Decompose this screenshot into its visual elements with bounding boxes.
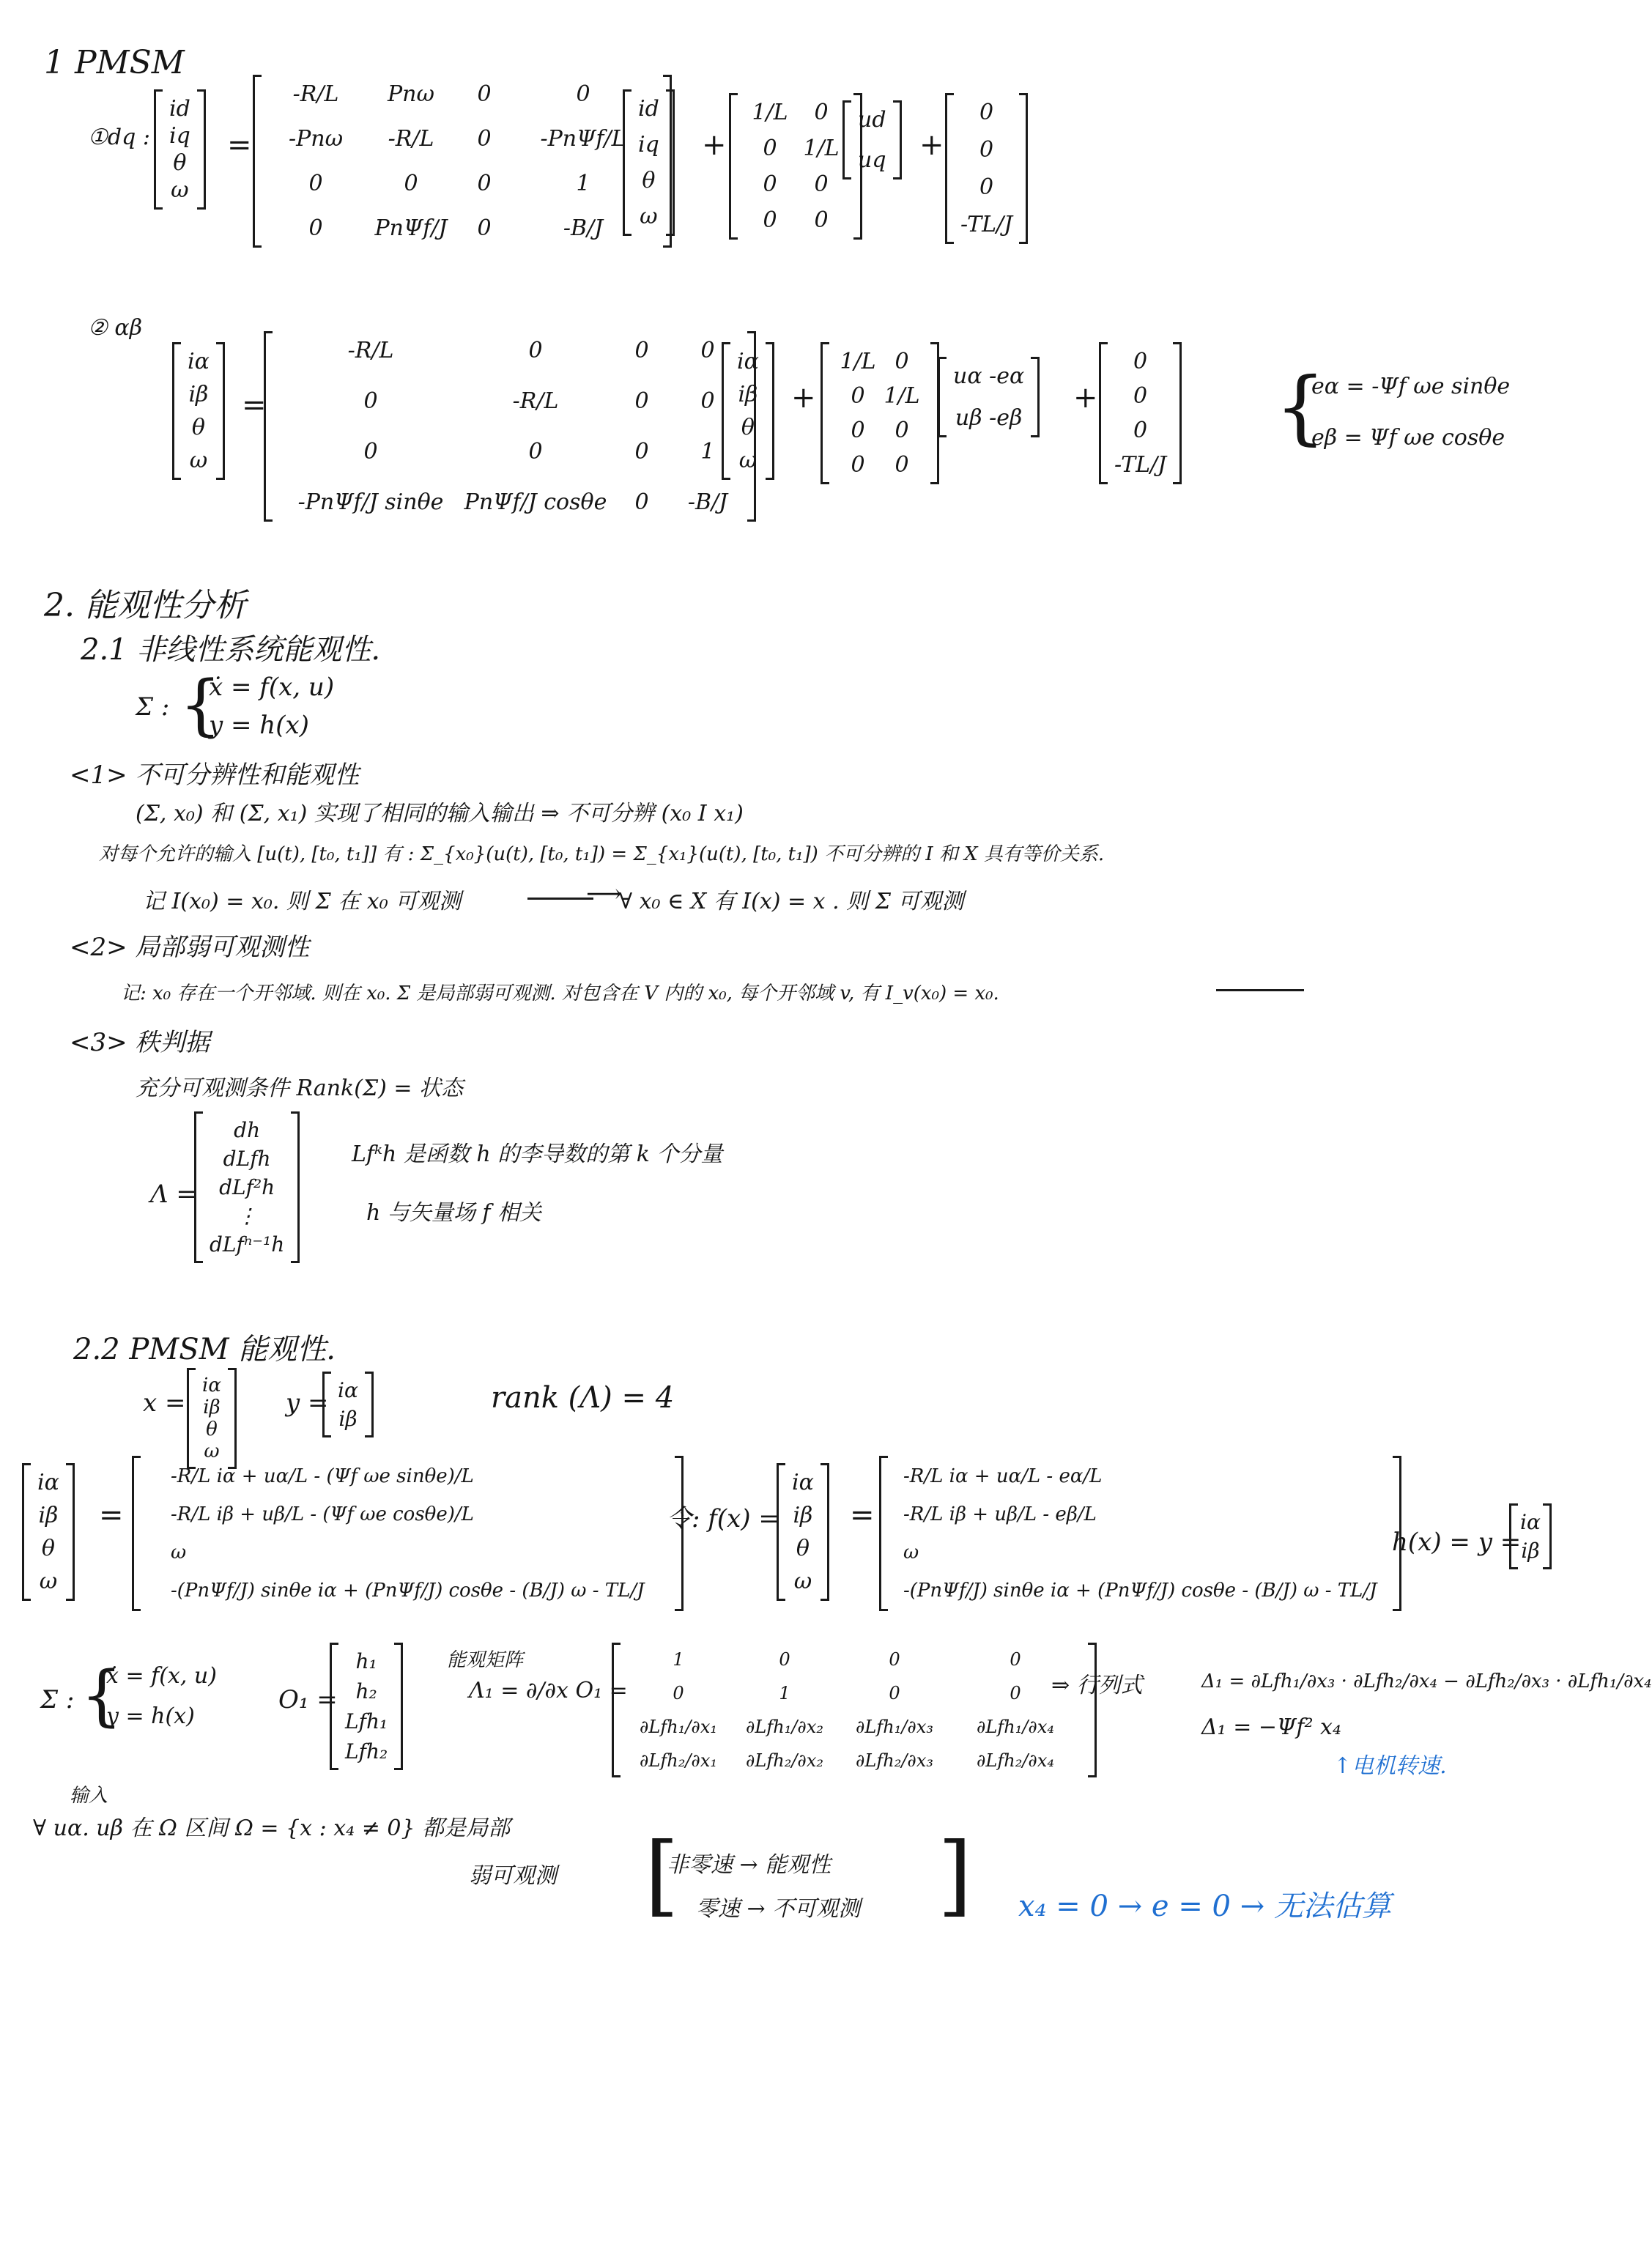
y-vector: iα iβ bbox=[322, 1374, 374, 1435]
item-1-title: <1> 不可分辨性和能观性 bbox=[70, 761, 360, 790]
lambda1-label: Λ₁ = ∂/∂x O₁ = bbox=[469, 1678, 628, 1703]
lambda-label: Λ = bbox=[150, 1180, 197, 1209]
plus-sign: + bbox=[791, 381, 816, 415]
system-2-state-eq: ẋ = f(x, u) bbox=[106, 1663, 217, 1689]
item-1-line-3: 记 I(x₀) = x₀. 则 Σ 在 x₀ 可观测 bbox=[143, 889, 462, 914]
system-label: Σ : bbox=[136, 692, 170, 722]
ab-system-matrix: -R/L 0 0 0 0 -R/L 0 0 0 0 0 1 -PnΨf/J sinθe PnΨf/J cosθe 0 -B/J bbox=[264, 333, 756, 519]
ab-input-matrix: 1/L 0 0 1/L 0 0 0 0 bbox=[821, 344, 939, 482]
underline-stroke bbox=[1216, 989, 1304, 991]
dq-state-vector: id iq θ ω bbox=[623, 92, 675, 234]
forall-line: ∀ uα. uβ 在 Ω 区间 Ω = {x : x₄ ≠ 0} 都是局部 bbox=[33, 1816, 511, 1841]
item-2-line-1: 记: x₀ 存在一个开邻域. 则在 x₀. Σ 是局部弱可观测. 对包含在 V 内的 x₀, 每个开邻域 v, 有 I_v(x₀) = x₀. bbox=[121, 983, 999, 1004]
f-vector: -R/L iα + uα/L - (Ψf ωe sinθe)/L -R/L iβ + uβ/L - (Ψf ωe cosθe)/L ω -(PnΨf/J) sinθe iα + (PnΨf/J) cosθe - (B/J) ω - TL/J bbox=[132, 1458, 684, 1609]
cases-brace-right: ] bbox=[938, 1824, 972, 1926]
item-2-title: <2> 局部弱可观测性 bbox=[70, 933, 310, 962]
plus-sign: + bbox=[919, 128, 944, 162]
delta1-result: Δ₁ = −Ψf² x₄ bbox=[1201, 1714, 1341, 1740]
dq-state-derivative: id iq θ ω bbox=[154, 92, 206, 207]
section-2-title: 2. 能观性分析 bbox=[44, 587, 246, 624]
plus-sign: + bbox=[1073, 381, 1098, 415]
system-2-brace: { bbox=[81, 1657, 123, 1734]
ab-input-vector: uα -eα uβ -eβ bbox=[938, 359, 1040, 435]
ab-disturbance-vector: 0 0 0 -TL/J bbox=[1099, 344, 1182, 482]
plus-sign: + bbox=[702, 128, 727, 162]
system-2-label: Σ : bbox=[40, 1685, 75, 1714]
estimation-failure-conclusion: x₄ = 0 → e = 0 → 无法估算 bbox=[1018, 1890, 1391, 1923]
determinant-label: ⇒ 行列式 bbox=[1051, 1673, 1143, 1698]
weak-observable: 弱可观测 bbox=[469, 1863, 557, 1889]
dq-system-matrix: -R/L Pnω 0 0 -Pnω -R/L 0 -PnΨf/L 0 0 0 1 0 PnΨf/J 0 -B/J bbox=[253, 77, 672, 245]
item-3-title: <3> 秩判据 bbox=[70, 1028, 210, 1057]
item-1-line-1: (Σ, x₀) 和 (Σ, x₁) 实现了相同的输入输出 ⇒ 不可分辨 (x₀ I x₁) bbox=[136, 801, 744, 826]
let-state-vector: iα iβ θ ω bbox=[777, 1465, 829, 1599]
lambda1-matrix: 1 0 0 0 0 1 0 0 ∂Lfh₁/∂x₁ ∂Lfh₁/∂x₂ ∂Lfh₁/∂x₃ ∂Lfh₁/∂x₄ ∂Lfh₂/∂x₁ ∂Lfh₂/∂x₂ ∂Lfh₂/∂x₃ ∂Lfh₂/∂x₄ bbox=[612, 1645, 1097, 1775]
input-note: 输入 bbox=[70, 1785, 108, 1807]
lambda-column: dh dLfh dLf²h ⋮ dLfⁿ⁻¹h bbox=[194, 1114, 300, 1261]
lie-derivative-note: Lfᵏh 是函数 h 的李导数的第 k 个分量 bbox=[352, 1141, 723, 1167]
arrow-head: ⟶ bbox=[586, 879, 622, 909]
dq-disturbance-vector: 0 0 0 -TL/J bbox=[945, 95, 1028, 242]
dq-input-matrix: 1/L 0 0 1/L 0 0 0 0 bbox=[729, 95, 862, 237]
system-2-output-eq: y = h(x) bbox=[106, 1703, 195, 1729]
nonzero-speed-case: 非零速 → 能观性 bbox=[667, 1852, 831, 1878]
dq-label: ①dq : bbox=[88, 125, 150, 150]
let-f-label: 令: f(x) = bbox=[667, 1504, 779, 1533]
ab-state-vector: iα iβ θ ω bbox=[722, 344, 774, 478]
equals-sign: = bbox=[227, 128, 252, 162]
back-emf-beta: eβ = Ψf ωe cosθe bbox=[1311, 425, 1505, 451]
dq-input-vector: ud uq bbox=[842, 103, 902, 177]
subsection-2-1-title: 2.1 非线性系统能观性. bbox=[81, 633, 381, 667]
equals-sign: = bbox=[99, 1498, 124, 1532]
cases-brace: [ bbox=[645, 1824, 679, 1926]
ab-state-derivative: iα iβ θ ω bbox=[172, 344, 225, 478]
equals-sign: = bbox=[850, 1498, 875, 1532]
subsection-2-2-title: 2.2 PMSM 能观性. bbox=[73, 1333, 336, 1366]
y-label: y = bbox=[286, 1388, 329, 1418]
back-emf-brace: { bbox=[1275, 360, 1326, 454]
x-vector: iα iβ θ ω bbox=[187, 1370, 237, 1467]
motor-speed-note: ↑电机转速. bbox=[1333, 1753, 1447, 1779]
observability-matrix-note: 能观矩阵 bbox=[447, 1649, 524, 1671]
vector-field-note: h 与矢量场 f 相关 bbox=[366, 1200, 542, 1226]
h-equation: h(x) = y = bbox=[1392, 1528, 1522, 1557]
delta1-expression: Δ₁ = ∂Lfh₁/∂x₃ · ∂Lfh₂/∂x₄ − ∂Lfh₂/∂x₃ · ∂Lfh₁/∂x₄ bbox=[1201, 1670, 1652, 1692]
item-3-line-1: 充分可观测条件 Rank(Σ) = 状态 bbox=[136, 1076, 464, 1101]
system-output-eq: y = h(x) bbox=[209, 711, 309, 740]
section-1-title: 1 PMSM bbox=[44, 44, 185, 81]
system-state-eq: ẋ = f(x, u) bbox=[209, 673, 335, 702]
zero-speed-case: 零速 → 不可观测 bbox=[696, 1896, 861, 1922]
o1-label: O₁ = bbox=[278, 1685, 338, 1714]
state-derivative-vector: iα iβ θ ω bbox=[22, 1465, 75, 1599]
o1-vector: h₁ h₂ Lfh₁ Lfh₂ bbox=[330, 1645, 403, 1768]
alpha-beta-label: ② αβ bbox=[88, 315, 143, 341]
x-label: x = bbox=[143, 1388, 186, 1418]
f-vector-compact: -R/L iα + uα/L - eα/L -R/L iβ + uβ/L - eβ/L ω -(PnΨf/J) sinθe iα + (PnΨf/J) cosθe - (B/J) ω - TL/J bbox=[879, 1458, 1401, 1609]
back-emf-alpha: eα = -Ψf ωe sinθe bbox=[1311, 374, 1511, 399]
arrow-shaft bbox=[527, 898, 593, 900]
system-brace: { bbox=[179, 667, 222, 744]
equals-sign: = bbox=[242, 388, 267, 422]
rank-equation: rank (Λ) = 4 bbox=[491, 1381, 675, 1415]
item-1-line-2: 对每个允许的输入 [u(t), [t₀, t₁]] 有 : Σ_{x₀}(u(t), [t₀, t₁]) = Σ_{x₁}(u(t), [t₀, t₁]) 不可分辨的 I 和 X 具有等价关系. bbox=[99, 843, 1105, 865]
item-1-line-3b: ∀ x₀ ∈ X 有 I(x) = x . 则 Σ 可观测 bbox=[619, 889, 964, 914]
h-vector: iα iβ bbox=[1509, 1506, 1552, 1567]
